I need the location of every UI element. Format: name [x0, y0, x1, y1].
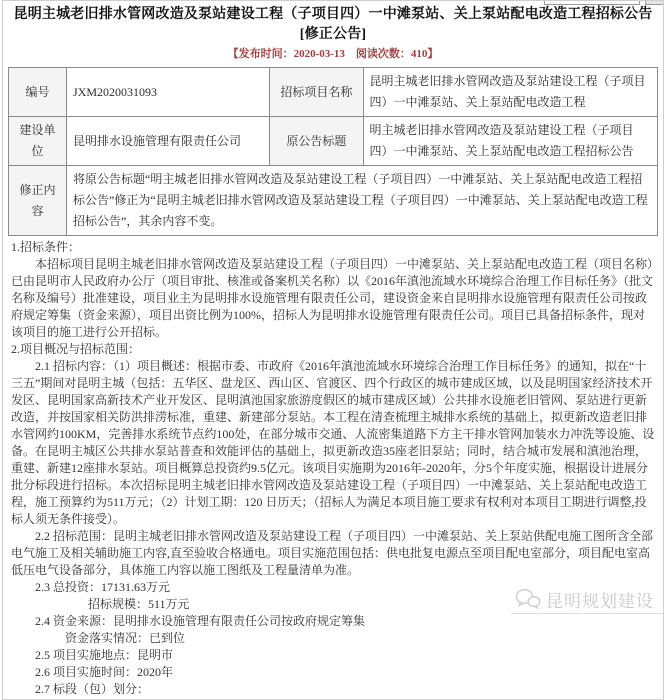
info-table: [8, 67, 658, 236]
announcement-body: [3, 236, 663, 698]
watermark: [515, 586, 664, 612]
wechat-icon: [515, 588, 541, 610]
announcement-page: [2, 0, 664, 700]
row-label-number: 编号: [9, 68, 67, 117]
row-label-correction: 修正内容: [9, 166, 67, 236]
row-value-number: JXM2020031093: [67, 68, 270, 117]
section-heading-conditions: 1.招标条件：: [11, 240, 81, 254]
page-title: 昆明主城老旧排水管网改造及泵站建设工程（子项目四）一中滩泵站、关上泵站配电改造工程招标公告[修正公告]: [13, 7, 653, 42]
row-label-original-title: 原公告标题: [270, 117, 363, 166]
paragraph-next-clipped: 2.7 标段（包）划分：: [35, 682, 150, 696]
paragraph-location: 2.5 项目实施地点：昆明市: [35, 648, 174, 662]
paragraph-tender-scale: 招标规模：511万元: [88, 597, 190, 611]
paragraph-tender-content: 2.1 招标内容：（1）项目概述：根据市委、市政府《2016年滇池流域水环境综合治理工作目标任务》的通知，拟在“十三五”期间对昆明主城（包括：五华区、盘龙区、西山区、官渡区、四个行政区的城市建成区域，以及昆明国家经济技术开发区、昆明国家高新技术产业开发区、昆明滇池国家旅游度假区的城市建成区域）公共排水设施老旧管网、泵站进行更新改造，并按国家相关防洪排涝标准，重建、新建部分泵站。本工程在清查梳理主城排水系统的基础上，拟更新改造老旧排水管网约100KM，完善排水系统节点约100处，在部分城市交通、人流密集道路下方主干排水管网加装水力冲洗等设施、设备。在昆明主城区公共排水泵站普查和效能评估的基础上，拟更新改造35座老旧泵站；同时，结合城市发展和滇池治理，重建、新建12座排水泵站。项目概算总投资约9.5亿元。该项目实施期为2016年-2020年，分5个年度实施，根据设计进展分批分标段进行招标。本次招标昆明主城老旧排水管网改造及泵站建设工程（子项目四）一中滩泵站、关上泵站配电改造工程，施工预算约为511万元；（2）计划工期：120 日历天；（招标人为满足本项目施工要求有权利对本项目工期进行调整,投标人须无条件接受）。: [11, 359, 655, 526]
row-label-project-name: 招标项目名称: [270, 68, 363, 117]
paragraph-fund-source: 2.4 资金来源：昆明排水设施管理有限责任公司按政府规定筹集: [35, 614, 366, 628]
row-label-builder: 建设单位: [9, 117, 67, 166]
paragraph-tender-scope: 2.2 招标范围：昆明主城老旧排水管网改造及泵站建设工程（子项目四）一中滩泵站、关上泵站供配电施工图所含全部电气施工及相关辅助施工内容,直至验收合格通电。项目实施范围包括：供电批复电源点至项目配电室部分，项目配电室高低压电气设备部分，具体施工内容以施工图纸及工程量清单为准。: [11, 529, 654, 577]
table-row: [9, 117, 658, 166]
publish-meta: 【发布时间：2020-03-13 阅读次数：410】: [227, 48, 439, 60]
section-heading-overview: 2.项目概况与招标范围：: [11, 342, 141, 356]
paragraph-fund-status: 资金落实情况：已到位: [65, 631, 186, 645]
row-value-correction: 将原公告标题“明主城老旧排水管网改造及泵站建设工程（子项目四）一中滩泵站、关上泵站配电改造工程招标公告”修正为“昆明主城老旧排水管网改造及泵站建设工程（子项目四）一中滩泵站、关上泵站配电改造工程招标公告”，其余内容不变。: [67, 166, 658, 236]
row-value-project-name: 昆明主城老旧排水管网改造及泵站建设工程（子项目四）一中滩泵站、关上泵站配电改造工程: [363, 68, 657, 117]
row-value-original-title: 明主城老旧排水管网改造及泵站建设工程（子项目四）一中滩泵站、关上泵站配电改造工程招标公告: [363, 117, 657, 166]
paragraph-total-investment: 2.3 总投资：17131.63万元: [35, 580, 171, 594]
row-value-builder: 昆明排水设施管理有限责任公司: [67, 117, 270, 166]
paragraph-conditions: 本招标项目昆明主城老旧排水管网改造及泵站建设工程（子项目四）一中滩泵站、关上泵站配电改造工程（项目名称）已由昆明市人民政府办公厅（项目审批、核准或备案机关名称）以《2016年滇池流域水环境综合治理工作目标任务》（批文名称及编号）批准建设，项目业主为昆明排水设施管理有限责任公司，建设资金来自昆明排水设施管理有限责任公司按政府规定筹集（资金来源），项目出资比例为100%，招标人为昆明排水设施管理有限责任公司。项目已具备招标条件，现对该项目的施工进行公开招标。: [11, 257, 654, 339]
table-row: [9, 68, 658, 117]
watermark-label: 昆明规划建设: [546, 591, 654, 611]
table-row: [9, 166, 658, 236]
search-button[interactable]: [645, 0, 664, 5]
search-input[interactable]: [544, 0, 640, 5]
watermark-underline: [511, 613, 664, 614]
paragraph-time: 2.6 项目实施时间：2020年: [35, 665, 174, 679]
